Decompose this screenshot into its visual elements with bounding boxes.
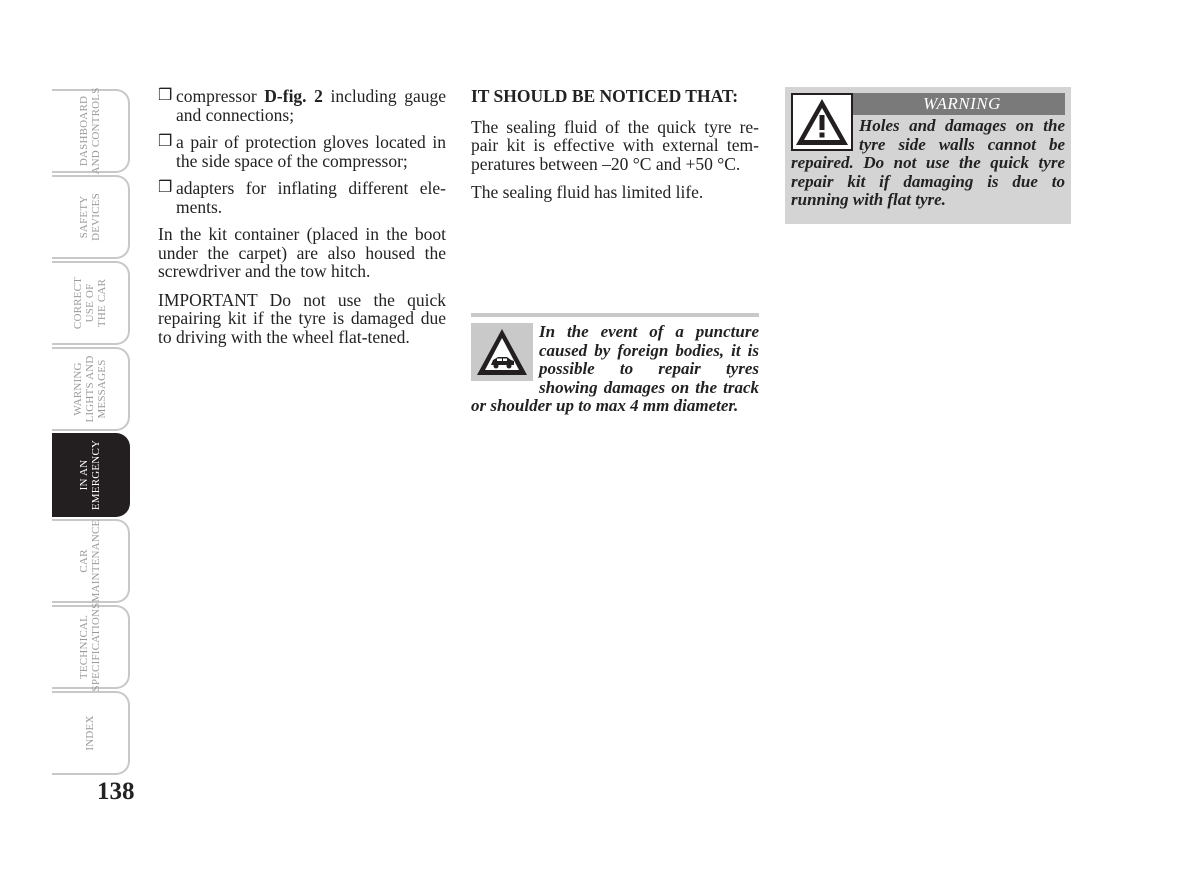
page-number: 138: [97, 778, 135, 805]
tab-correct-use-of-the-car[interactable]: [52, 261, 130, 345]
checkbox-bullet-icon: ❒: [158, 87, 173, 104]
list-item-text: a pair of protection gloves located in the side space of the compressor;: [176, 132, 446, 171]
section-heading: IT SHOULD BE NOTICED THAT:: [471, 86, 739, 106]
warning-title: WARNING: [791, 93, 1065, 115]
list-item: [158, 179, 446, 216]
list-item-text: compressor D-fig. 2 including gauge and connections;: [176, 86, 447, 125]
tab-label: INDEX: [84, 715, 96, 751]
paragraph: The sealing fluid of the quick tyre re-pair kit is effective with external tem-peratures between –20 °C and +50 °C.: [471, 116, 759, 174]
warning-box: [785, 87, 1071, 224]
tab-in-an-emergency[interactable]: [52, 433, 130, 517]
list-item: [158, 133, 446, 170]
paragraph: The sealing fluid has limited life.: [471, 182, 704, 202]
tab-warning-lights-and-messages[interactable]: [52, 347, 130, 431]
column-1: [158, 87, 446, 356]
car-warning-triangle-icon: [471, 323, 533, 381]
exclamation-triangle-icon: [791, 93, 853, 151]
note-text: In the event of a puncture caused by foreign bodies, it is possible to repair tyres showing damages on the track or shoulder up to max 4 mm diameter.: [471, 322, 759, 415]
tab-label: IN AN EMERGENCY: [78, 439, 102, 511]
checkbox-bullet-icon: ❒: [158, 133, 173, 150]
warning-text: Holes and damages on the tyre side walls cannot be repaired. Do not use the quick tyre repair kit if damaging is due to running with flat tyre.: [791, 116, 1065, 209]
tab-label: CORRECT USE OF THE CAR: [72, 276, 108, 330]
tab-dashboard-and-controls[interactable]: [52, 89, 130, 173]
tab-label: SAFETY DEVICES: [78, 193, 102, 241]
caution-note: [471, 313, 759, 416]
tab-label: DASHBOARD AND CONTROLS: [78, 87, 102, 175]
checkbox-bullet-icon: ❒: [158, 179, 173, 196]
tab-technical-specifications[interactable]: [52, 602, 130, 692]
tab-safety-devices[interactable]: [52, 175, 130, 259]
column-2: [471, 87, 759, 212]
list-item-text: adapters for inflating different ele-ments.: [176, 178, 446, 217]
paragraph: In the kit container (placed in the boot under the carpet) are also housed the screwdriver and the tow hitch.: [158, 224, 446, 281]
tab-car-maintenance[interactable]: [52, 519, 130, 603]
paragraph: IMPORTANT Do not use the quick repairing kit if the tyre is damaged due to driving with the wheel flat-tened.: [158, 289, 446, 347]
tab-index[interactable]: [52, 691, 130, 775]
tab-label: WARNING LIGHTS AND MESSAGES: [72, 355, 108, 423]
tab-label: CAR MAINTENANCE: [78, 519, 102, 603]
tab-label: TECHNICAL SPECIFICATIONS: [78, 602, 102, 692]
list-item: [158, 87, 446, 124]
